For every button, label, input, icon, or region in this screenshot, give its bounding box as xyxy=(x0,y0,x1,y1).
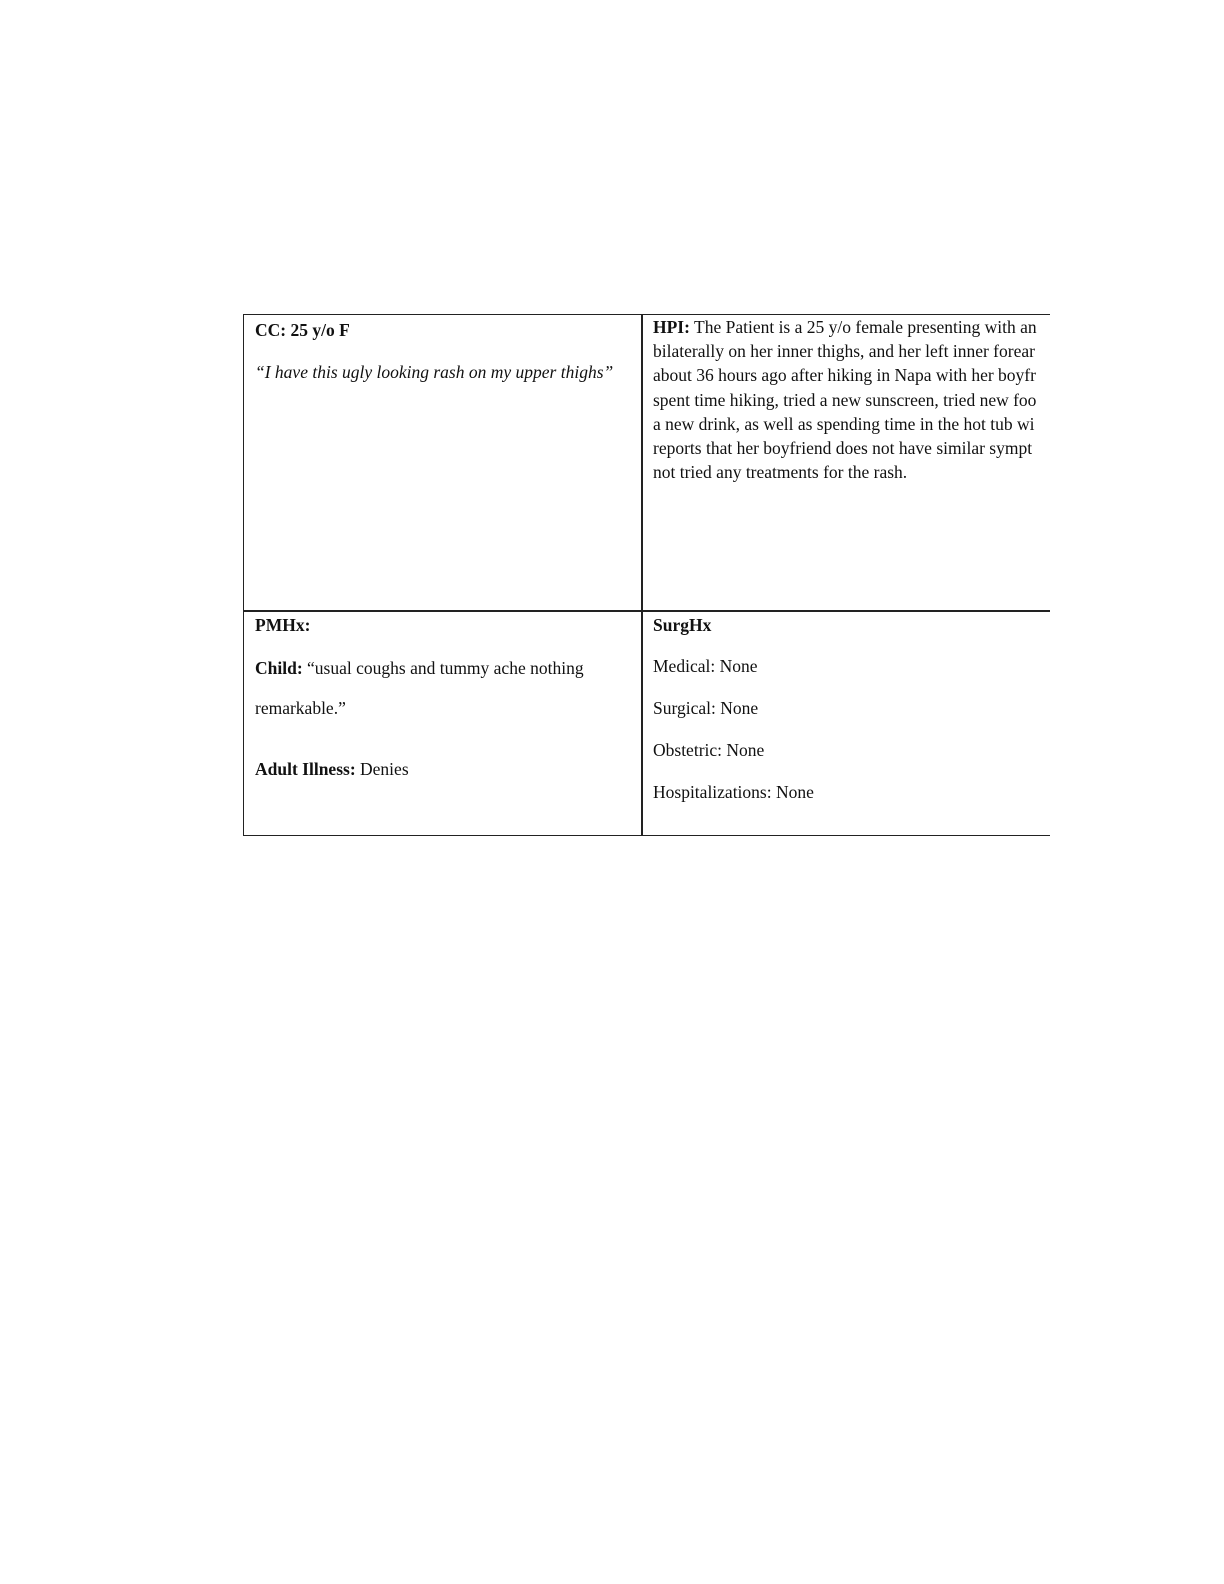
surghx-obstetric: Obstetric: None xyxy=(653,740,765,760)
hpi-cell xyxy=(653,315,1051,609)
pmhx-child-text-2: remarkable.” xyxy=(255,698,346,718)
surghx-medical: Medical: None xyxy=(653,656,758,676)
surghx-label: SurgHx xyxy=(653,615,712,635)
hpi-line-1 xyxy=(653,315,1051,339)
pmhx-label: PMHx: xyxy=(255,615,311,635)
chief-complaint-quote: “I have this ugly looking rash on my upper thighs” xyxy=(255,362,614,382)
pmhx-cell xyxy=(255,612,640,781)
hpi-line-2: bilaterally on her inner thighs, and her left inner forear xyxy=(653,341,1035,362)
chief-complaint-label: CC: 25 y/o F xyxy=(255,320,350,340)
hpi-line-text: The Patient is a 25 y/o female presenting with an xyxy=(689,317,1037,337)
pmhx-child-label: Child: xyxy=(255,658,303,678)
surghx-hospitalizations: Hospitalizations: None xyxy=(653,782,814,802)
chief-complaint-cell xyxy=(255,317,640,384)
hpi-label: HPI: xyxy=(653,317,690,337)
hpi-line-5: a new drink, as well as spending time in the hot tub wi xyxy=(653,413,1035,434)
hpi-text xyxy=(653,315,1051,484)
pmhx-adult xyxy=(255,757,640,781)
pmhx-child xyxy=(255,656,640,680)
hpi-line-4: spent time hiking, tried a new sunscreen, tried new foo xyxy=(653,389,1037,410)
hpi-line-3: about 36 hours ago after hiking in Napa with her boyfr xyxy=(653,365,1036,386)
hpi-line-6: reports that her boyfriend does not have similar sympt xyxy=(653,437,1033,458)
pmhx-adult-label: Adult Illness: xyxy=(255,759,356,779)
column-divider xyxy=(641,315,643,835)
pmhx-child-text-1: “usual coughs and tummy ache nothing xyxy=(302,658,584,678)
hpi-line-7: not tried any treatments for the rash. xyxy=(653,462,908,483)
history-table xyxy=(243,314,1050,836)
pmhx-adult-value: Denies xyxy=(355,759,409,779)
surghx-surgical: Surgical: None xyxy=(653,698,759,718)
surghx-cell xyxy=(653,612,1051,804)
